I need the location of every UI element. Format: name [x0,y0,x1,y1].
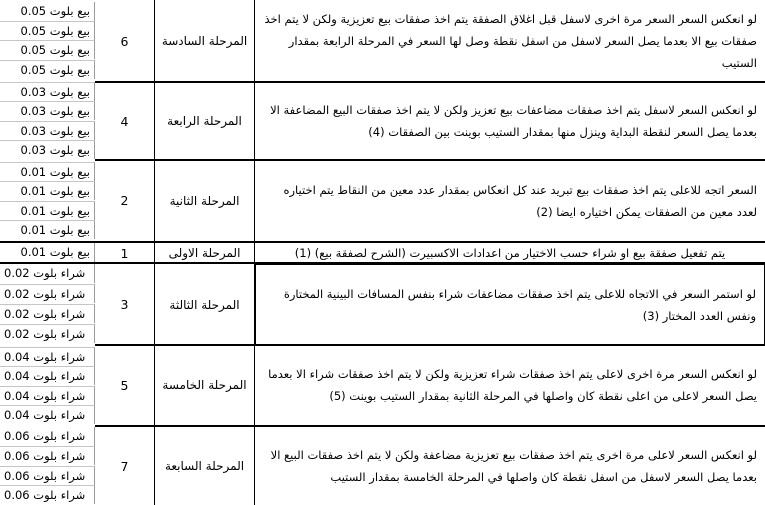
phase-description[interactable]: لو استمر السعر في الاتجاه للاعلى يتم اخذ صفقات مضاعفات شراء بنفس المسافات البينية المختارة ونفس العدد المختار (3) [255,264,765,345]
lot-entry[interactable]: شراء بلوت 0.06 [0,446,95,465]
phase-name[interactable]: المرحلة الرابعة [155,82,255,160]
lot-entry[interactable]: بيع بلوت 0.01 [0,181,95,200]
lot-cell [0,264,95,345]
lot-entry[interactable]: بيع بلوت 0.01 [0,220,95,239]
phase-description[interactable]: لو انعكس السعر لاسفل يتم اخذ صفقات مضاعفات بيع تعزيز ولكن لا يتم اخذ صفقات البيع المضاعفة الا بعدما يصل السعر لنقطة البداية وينزل منها بمقدار الستيب بوينت بين الصفقات (4) [270,103,757,139]
lot-entry[interactable]: بيع بلوت 0.01 [0,162,95,181]
lot-entry[interactable]: بيع بلوت 0.05 [0,60,95,79]
table-row [0,160,765,241]
lot-entry[interactable]: شراء بلوت 0.04 [0,386,95,405]
lot-entry[interactable]: شراء بلوت 0.06 [0,427,95,446]
lot-entry[interactable]: شراء بلوت 0.06 [0,466,95,485]
lot-entry[interactable]: بيع بلوت 0.05 [0,40,95,59]
lot-entry[interactable]: شراء بلوت 0.04 [0,366,95,385]
phase-description[interactable]: لو انعكس السعر السعر مرة اخرى لاسفل قبل اغلاق الصفقة يتم اخذ صفقات بيع تعزيزية ولكن لا يتم اخذ صفقات بيع الا بعدما يصل السعر لاسفل من اسفل نقطة وصل لها السعر في المرحلة الرابعة بمقدار الستيب [264,12,757,70]
phase-number[interactable]: 7 [95,427,155,505]
table-row [0,82,765,160]
phase-name[interactable]: المرحلة الاولى [155,243,255,263]
table-row [0,345,765,425]
phase-number[interactable]: 6 [95,0,155,82]
lot-entry[interactable]: بيع بلوت 0.05 [0,21,95,40]
lot-entry[interactable]: شراء بلوت 0.02 [0,264,95,283]
table-row [0,264,765,345]
phase-name[interactable]: المرحلة السابعة [155,427,255,505]
phase-description[interactable]: السعر اتجه للاعلى يتم اخذ صفقات بيع تبريد عند كل انعكاس بمقدار عدد معين من النقاط يتم اختياره لعدد معين من الصفقات يمكن اختياره ايضا (2) [283,182,757,219]
phase-number[interactable]: 2 [95,160,155,241]
phase-description[interactable]: يتم تفعيل صفقة بيع او شراء حسب الاختيار من اعدادات الاكسبيرت (الشرح لصفقة بيع) (1) [294,246,726,260]
table-row [0,0,765,82]
lot-entry[interactable]: شراء بلوت 0.04 [0,347,95,366]
phase-name[interactable]: المرحلة الثالثة [155,264,255,345]
lot-cell [0,427,95,505]
lot-entry[interactable]: شراء بلوت 0.06 [0,485,95,504]
table-row [0,243,765,263]
phase-number[interactable]: 4 [95,82,155,160]
phase-description[interactable]: لو انعكس السعر مرة اخرى لاعلى يتم اخذ صفقات شراء تعزيزية ولكن لا يتم اخذ صفقات شراء الا بعدما يصل السعر لاعلى من اعلى نقطة كان واصلها في المرحلة الثانية بمقدار الستيب بوينت (5) [268,367,757,403]
lot-entry[interactable]: بيع بلوت 0.01 [0,243,95,263]
lot-entry[interactable]: شراء بلوت 0.02 [0,324,95,343]
table-row [0,427,765,505]
lot-entry[interactable]: شراء بلوت 0.02 [0,304,95,323]
lot-cell [0,160,95,241]
lot-entry[interactable]: بيع بلوت 0.05 [0,2,95,21]
phase-name[interactable]: المرحلة السادسة [155,0,255,82]
lot-entry[interactable]: بيع بلوت 0.03 [0,101,95,120]
lot-cell [0,243,95,263]
phase-number[interactable]: 5 [95,345,155,425]
lot-entry[interactable]: بيع بلوت 0.03 [0,121,95,140]
phase-number[interactable]: 1 [95,243,155,263]
lot-entry[interactable]: بيع بلوت 0.03 [0,82,95,101]
lot-cell [0,0,95,82]
lot-entry[interactable]: بيع بلوت 0.01 [0,201,95,220]
lot-cell [0,345,95,425]
phase-description[interactable]: لو انعكس السعر لاعلى مرة اخرى يتم اخذ صفقات بيع تعزيزية مضاعفة ولكن لا يتم اخذ صفقات البيع الا بعدما يصل السعر لاسفل من اسفل نقطة كان واصلها في المرحلة الخامسة بمقدار الستيب [270,448,757,484]
phase-name[interactable]: المرحلة الخامسة [155,345,255,425]
phase-number[interactable]: 3 [95,264,155,345]
lot-entry[interactable]: شراء بلوت 0.02 [0,284,95,303]
phase-name[interactable]: المرحلة الثانية [155,160,255,241]
lot-cell [0,82,95,160]
lot-entry[interactable]: بيع بلوت 0.03 [0,140,95,159]
lot-entry[interactable]: شراء بلوت 0.04 [0,405,95,424]
